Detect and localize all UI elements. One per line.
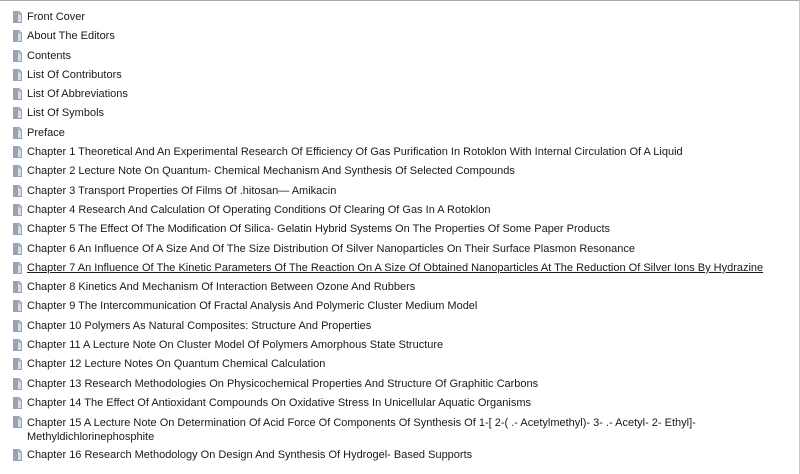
bookmark-page-icon [13, 185, 22, 197]
bookmark-page-icon [13, 88, 22, 100]
bookmark-label: Chapter 13 Research Methodologies On Physicochemical Properties And Structure Of Graphitic Carbons [27, 377, 539, 390]
bookmark-item-chapter-11[interactable] [0, 336, 800, 355]
bookmark-item-chapter-1[interactable] [0, 143, 800, 162]
bookmark-page-icon [13, 378, 22, 390]
bookmark-label: Chapter 4 Research And Calculation Of Operating Conditions Of Clearing Of Gas In A Rotoklon [27, 203, 491, 216]
bookmark-item-list-of-symbols[interactable] [0, 104, 800, 123]
bookmark-label: About The Editors [27, 30, 115, 43]
bookmark-item-preface[interactable] [0, 124, 800, 143]
bookmark-item-chapter-2[interactable] [0, 162, 800, 181]
bookmark-item-chapter-7[interactable] [0, 259, 800, 278]
bookmark-page-icon [13, 127, 22, 139]
bookmark-page-icon [13, 281, 22, 293]
bookmark-label: Chapter 6 An Influence Of A Size And Of The Size Distribution Of Silver Nanoparticles On Their Surface Plasmon Resonance [27, 242, 635, 255]
bookmark-label: List Of Abbreviations [27, 88, 128, 101]
bookmark-item-chapter-8[interactable] [0, 278, 800, 297]
bookmark-page-icon [13, 11, 22, 23]
bookmark-label: Chapter 8 Kinetics And Mechanism Of Interaction Between Ozone And Rubbers [27, 281, 416, 294]
bookmark-label: Chapter 3 Transport Properties Of Films Of .hitosan— Amikacin [27, 184, 337, 197]
bookmark-page-icon [13, 320, 22, 332]
bookmark-label: Chapter 7 An Influence Of The Kinetic Parameters Of The Reaction On A Size Of Obtained Nanoparticles At The Reduction Of Silver Ions By Hydrazine [27, 261, 764, 274]
bookmark-item-contents[interactable] [0, 47, 800, 66]
bookmark-label: Chapter 11 A Lecture Note On Cluster Model Of Polymers Amorphous State Structure [27, 339, 444, 352]
bookmark-item-list-of-contributors[interactable] [0, 66, 800, 85]
bookmark-label: Chapter 9 The Intercommunication Of Fractal Analysis And Polymeric Cluster Medium Model [27, 300, 478, 313]
bookmark-label: List Of Symbols [27, 107, 105, 120]
bookmark-label: Chapter 10 Polymers As Natural Composites: Structure And Properties [27, 319, 372, 332]
bookmark-page-icon [13, 146, 22, 158]
bookmark-item-chapter-12[interactable] [0, 355, 800, 374]
bookmark-label: Chapter 2 Lecture Note On Quantum- Chemical Mechanism And Synthesis Of Selected Compounds [27, 165, 515, 178]
bookmark-label: Chapter 1 Theoretical And An Experimental Research Of Efficiency Of Gas Purification In Rotoklon With Internal Circulation Of A Liquid [27, 146, 683, 159]
bookmark-page-icon [13, 69, 22, 81]
bookmark-page-icon [13, 449, 22, 461]
bookmark-item-chapter-4[interactable] [0, 201, 800, 220]
bookmark-label: Chapter 5 The Effect Of The Modification Of Silica- Gelatin Hybrid Systems On The Properties Of Some Paper Products [27, 223, 611, 236]
bookmark-page-icon [13, 50, 22, 62]
bookmark-label: Chapter 15 A Lecture Note On Determination Of Acid Force Of Components Of Synthesis Of 1-[ 2-( .- Acetylmethyl)- 3- .- Acetyl- 2- Ethyl]- Methyldichlorinephosphite [27, 417, 696, 444]
bookmark-label: Chapter 12 Lecture Notes On Quantum Chemical Calculation [27, 358, 326, 371]
bookmark-page-icon [13, 416, 22, 428]
bookmark-label: Contents [27, 49, 72, 62]
bookmark-item-chapter-15[interactable] [0, 413, 800, 446]
bookmark-item-chapter-5[interactable] [0, 220, 800, 239]
bookmark-item-about-the-editors[interactable] [0, 27, 800, 46]
bookmark-page-icon [13, 30, 22, 42]
bookmark-page-icon [13, 107, 22, 119]
bookmark-item-front-cover[interactable] [0, 8, 800, 27]
bookmark-item-chapter-10[interactable] [0, 317, 800, 336]
bookmark-page-icon [13, 358, 22, 370]
bookmark-item-chapter-16[interactable] [0, 446, 800, 465]
bookmark-page-icon [13, 204, 22, 216]
bookmark-label: Chapter 16 Research Methodology On Design And Synthesis Of Hydrogel- Based Supports [27, 449, 473, 462]
bookmark-label: Front Cover [27, 11, 86, 23]
bookmark-page-icon [13, 339, 22, 351]
bookmark-item-chapter-13[interactable] [0, 375, 800, 394]
bookmark-list [0, 8, 800, 466]
bookmark-label: Chapter 14 The Effect Of Antioxidant Compounds On Oxidative Stress In Unicellular Aquatic Organisms [27, 396, 532, 409]
bookmark-item-chapter-14[interactable] [0, 394, 800, 413]
bookmark-page-icon [13, 300, 22, 312]
bookmark-label: Preface [27, 126, 65, 139]
bookmark-page-icon [13, 397, 22, 409]
bookmark-item-chapter-3[interactable] [0, 182, 800, 201]
bookmark-item-chapter-6[interactable] [0, 240, 800, 259]
bookmark-label: List Of Contributors [27, 68, 122, 81]
bookmark-page-icon [13, 165, 22, 177]
bookmark-page-icon [13, 243, 22, 255]
bookmark-item-list-of-abbreviations[interactable] [0, 85, 800, 104]
bookmark-page-icon [13, 223, 22, 235]
bookmark-item-chapter-9[interactable] [0, 297, 800, 316]
bookmark-page-icon [13, 262, 22, 274]
